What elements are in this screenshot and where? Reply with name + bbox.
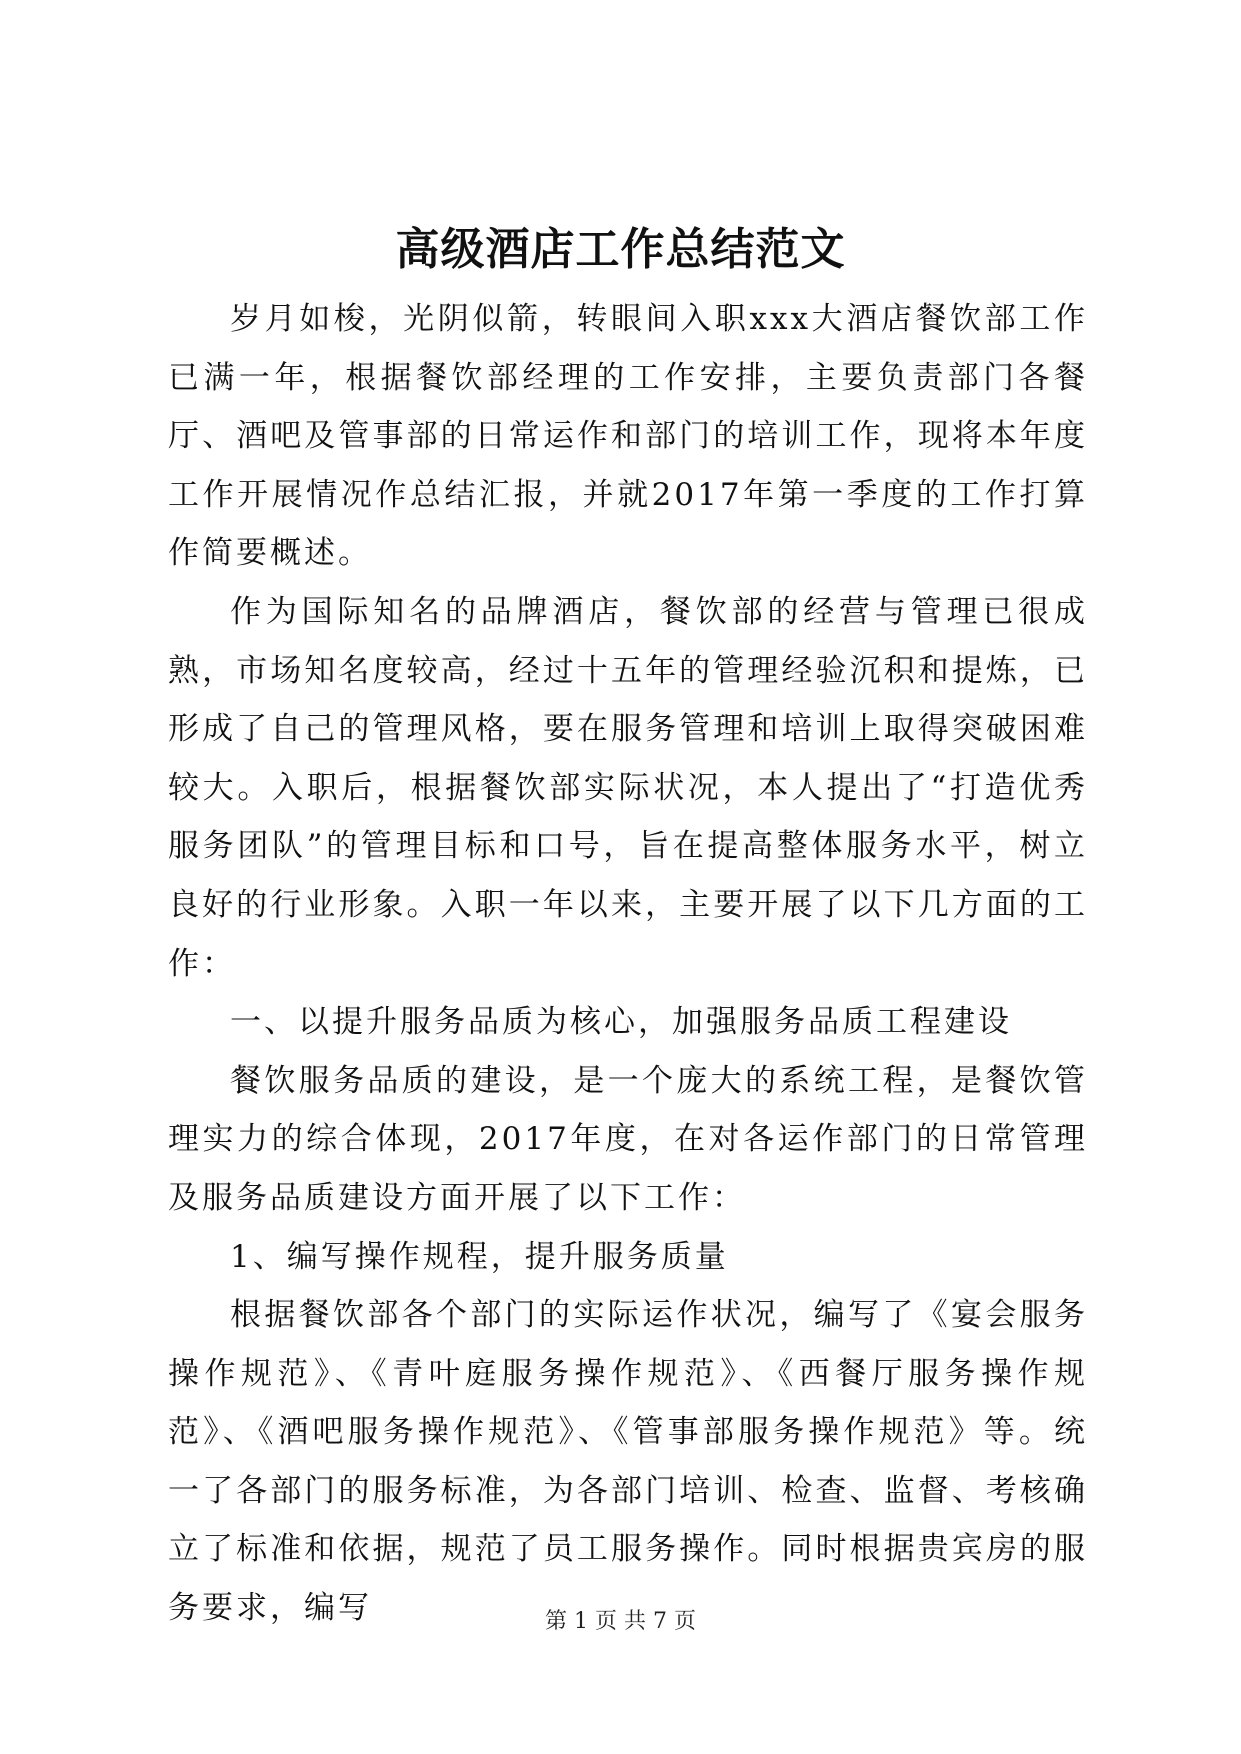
section-heading-1: 一、以提升服务品质为核心，加强服务品质工程建设	[230, 1004, 1012, 1041]
page-number-footer: 第 1 页 共 7 页	[545, 1609, 696, 1634]
document-body	[168, 290, 1088, 1638]
document-title: 高级酒店工作总结范文	[395, 224, 846, 275]
paragraph-service-quality: 餐饮服务品质的建设，是一个庞大的系统工程，是餐饮管理实力的综合体现，2017年度，在对各运作部门的日常管理及服务品质建设方面开展了以下工作：	[168, 1062, 1088, 1216]
paragraph-operation-rules: 根据餐饮部各个部门的实际运作状况，编写了《宴会服务操作规范》、《青叶庭服务操作规范》、《西餐厅服务操作规范》、《酒吧服务操作规范》、《管事部服务操作规范》等。统一了各部门的服务标准，为各部门培训、检查、监督、考核确立了标准和依据，规范了员工服务操作。同时根据贵宾房的服务要求，编写	[168, 1297, 1088, 1627]
paragraph-background: 作为国际知名的品牌酒店，餐饮部的经营与管理已很成熟，市场知名度较高，经过十五年的管理经验沉积和提炼，已形成了自己的管理风格，要在服务管理和培训上取得突破困难较大。入职后，根据餐饮部实际状况，本人提出了“打造优秀服务团队”的管理目标和口号，旨在提高整体服务水平，树立良好的行业形象。入职一年以来，主要开展了以下几方面的工作：	[168, 593, 1088, 982]
paragraph-intro: 岁月如梭，光阴似箭，转眼间入职xxx大酒店餐饮部工作已满一年，根据餐饮部经理的工作安排，主要负责部门各餐厅、酒吧及管事部的日常运作和部门的培训工作，现将本年度工作开展情况作总结汇报，并就2017年第一季度的工作打算作简要概述。	[168, 301, 1088, 572]
subsection-heading-1: 1、编写操作规程，提升服务质量	[230, 1238, 729, 1275]
